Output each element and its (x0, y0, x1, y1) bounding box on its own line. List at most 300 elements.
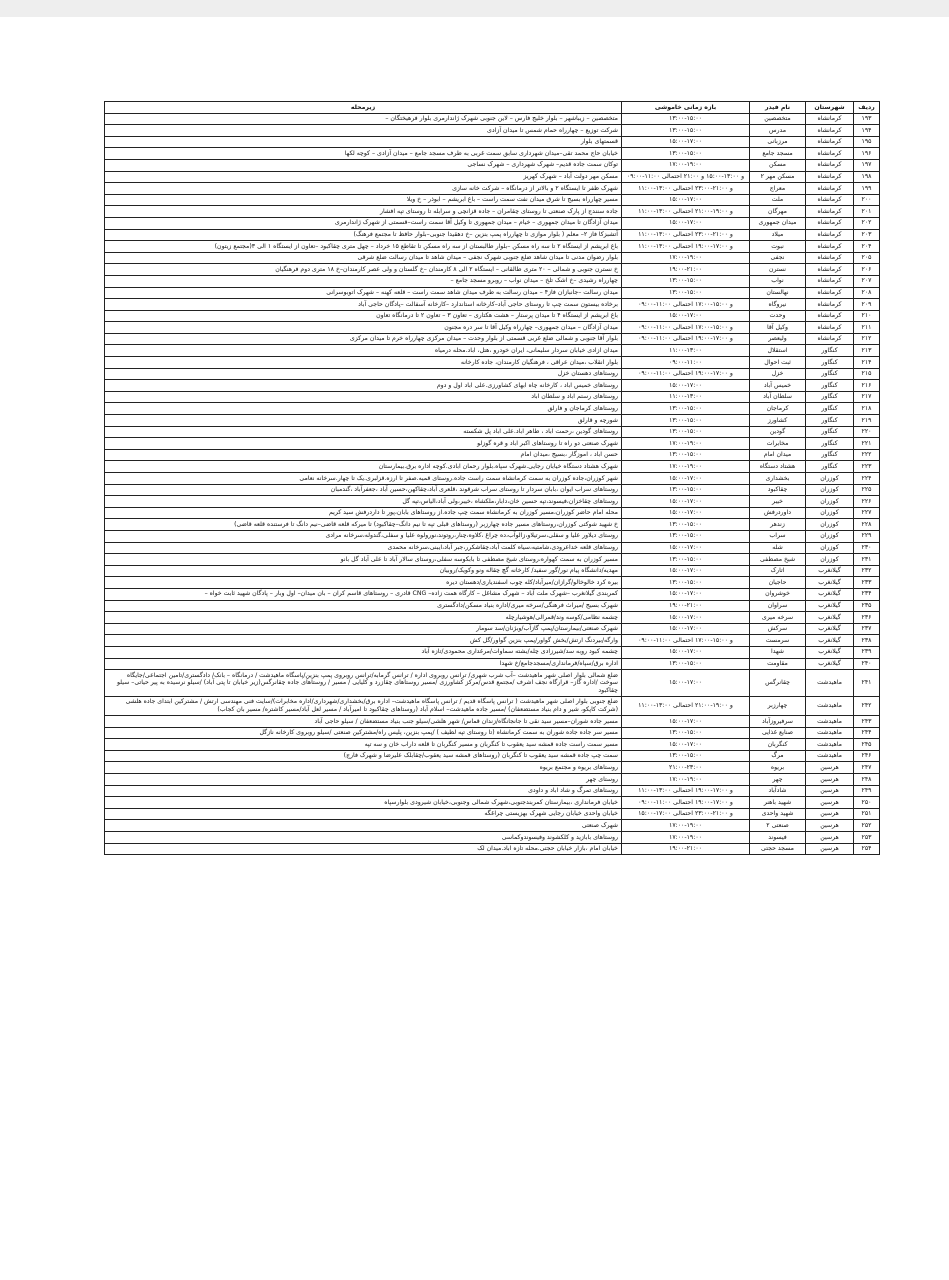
feeder-cell: مسجد حجتی (750, 843, 806, 855)
row-number-cell: ۲۰۳ (854, 229, 880, 241)
feeder-cell: سرفیروزآباد (750, 716, 806, 728)
city-cell: کرمانشاه (806, 159, 854, 171)
city-cell: کوزران (806, 519, 854, 531)
outage-window-cell: ۰۹:۰۰-۱۱:۰۰ و ۱۳:۰۰-۱۵:۰۰ و ۲۱:۰۰ احتمالی (622, 171, 750, 183)
city-cell: کنگاور (806, 438, 854, 450)
city-cell: کنگاور (806, 415, 854, 427)
city-cell: کنگاور (806, 391, 854, 403)
table-row (105, 820, 880, 832)
city-cell: کنگاور (806, 426, 854, 438)
outage-window-cell: ۱۵:۰۰-۱۷:۰۰ (622, 217, 750, 229)
table-row (105, 183, 880, 195)
table-row (105, 496, 880, 508)
feeder-cell: میلاد (750, 229, 806, 241)
row-number-cell: ۲۳۷ (854, 623, 880, 635)
neighborhoods-cell: بلوار آقا جنوبی و شمالی ضلع غربی قسمتی از بلوار وحدت – میدان مرکزی چهارراه خرم تا میدان مرکزی (105, 333, 622, 345)
row-number-cell: ۱۹۹ (854, 183, 880, 195)
feeder-cell: شله (750, 542, 806, 554)
neighborhoods-cell: میدان آزادگان تا میدان جمهوری – خیام – میدان جمهوری تا وکیل آقا سمت راست–قسمتی از شهرک ژاندارمری (105, 217, 622, 229)
city-cell: ماهیدشت (806, 670, 854, 697)
outage-window-cell: ۰۹:۰۰-۱۱:۰۰ و ۱۷:۰۰-۱۹:۰۰ احتمالی (622, 368, 750, 380)
row-number-cell: ۲۳۰ (854, 542, 880, 554)
row-number-cell: ۲۰۴ (854, 241, 880, 253)
feeder-cell: شهید واحدی (750, 808, 806, 820)
feeder-cell: خزل (750, 368, 806, 380)
feeder-cell: مدرس (750, 125, 806, 137)
feeder-cell: وحدت (750, 310, 806, 322)
table-row (105, 739, 880, 751)
table-row (105, 716, 880, 728)
city-cell: ماهیدشت (806, 696, 854, 715)
feeder-cell: مرزبانی (750, 136, 806, 148)
feeder-cell: نیروگاه (750, 299, 806, 311)
neighborhoods-cell: روستاهای بریوه و مجتمع بریوه (105, 762, 622, 774)
row-number-cell: ۲۲۳ (854, 461, 880, 473)
outage-window-cell: ۱۱:۰۰-۱۳:۰۰ و ۲۱:۰۰-۲۳:۰۰ احتمالی (622, 229, 750, 241)
feeder-cell: خوشروان (750, 588, 806, 600)
city-cell: هرسین (806, 843, 854, 855)
outage-window-cell: ۰۹:۰۰-۱۱:۰۰ و ۱۵:۰۰-۱۷:۰۰ احتمالی (622, 635, 750, 647)
row-number-cell: ۲۴۴ (854, 727, 880, 739)
table-header-row (105, 102, 880, 114)
outage-window-cell: ۱۳:۰۰-۱۵:۰۰ (622, 750, 750, 762)
header-feeder-name: نام فیدر (750, 102, 806, 114)
table-row (105, 565, 880, 577)
feeder-cell: چقاکبود (750, 484, 806, 496)
outage-window-cell: ۱۳:۰۰-۱۵:۰۰ (622, 125, 750, 137)
table-row (105, 635, 880, 647)
table-row (105, 287, 880, 299)
city-cell: ماهیدشت (806, 750, 854, 762)
viewer-top-bar (0, 0, 949, 17)
neighborhoods-cell: روستاهای قلعه خداعرودی،شامتیه،سیاه کلمت آباد،چقاشکرر،جبر آباد،ایبنی،سرخانه محمدی (105, 542, 622, 554)
outage-window-cell: ۱۷:۰۰-۱۹:۰۰ (622, 252, 750, 264)
table-row (105, 345, 880, 357)
city-cell: کوزران (806, 496, 854, 508)
neighborhoods-cell: شهرک صنعتی/بیمارستان/پمپ گازآب/وبژنان/سد سومار (105, 623, 622, 635)
row-number-cell: ۲۳۸ (854, 635, 880, 647)
neighborhoods-cell: محله امام حاضر کوزران،مسیر کوزران به کرمانشاه سمت چپ جاده.از روستاهای بابان،پور تا داردرفش سید کریم (105, 507, 622, 519)
neighborhoods-cell: جاده سنندج از پارک صنعتی تا روستای چقامران – جاده قزانچی و سرابله تا روستای تپه افشار (105, 206, 622, 218)
feeder-cell: ولیعصر (750, 333, 806, 345)
outage-window-cell: ۰۹:۰۰-۱۱:۰۰ (622, 357, 750, 369)
outage-window-cell: ۱۹:۰۰-۲۱:۰۰ (622, 264, 750, 276)
city-cell: کرمانشاه (806, 310, 854, 322)
outage-window-cell: ۱۵:۰۰-۱۷:۰۰ (622, 588, 750, 600)
city-cell: گیلانغرب (806, 658, 854, 670)
row-number-cell: ۲۰۷ (854, 275, 880, 287)
neighborhoods-cell: مسیر جاده شوران–مسیر سید نقی تا جانجانگاه/زندان قماس/ شهر هلشی/سیلو جنب بنیاد مستضعفان / سیلو حاجی آباد (105, 716, 622, 728)
neighborhoods-cell: روستاهای دهستان خزل (105, 368, 622, 380)
feeder-cell: مسکن مهر ۲ (750, 171, 806, 183)
header-row-number: ردیف (854, 102, 880, 114)
neighborhoods-cell: اداره برق/سپاه/فرمانداری/مسجدجامع/خ شهدا (105, 658, 622, 670)
feeder-cell: نسترن (750, 264, 806, 276)
outage-window-cell: ۱۱:۰۰-۱۳:۰۰ و ۱۷:۰۰-۱۹:۰۰ احتمالی (622, 241, 750, 253)
table-row (105, 797, 880, 809)
row-number-cell: ۲۱۵ (854, 368, 880, 380)
feeder-cell: بریوه (750, 762, 806, 774)
outage-window-cell: ۱۱:۰۰-۱۳:۰۰ (622, 345, 750, 357)
feeder-cell: داوردرفش (750, 507, 806, 519)
city-cell: کرمانشاه (806, 148, 854, 160)
outage-window-cell: ۰۹:۰۰-۱۱:۰۰ و ۱۵:۰۰-۱۷:۰۰ احتمالی (622, 322, 750, 334)
city-cell: کنگاور (806, 357, 854, 369)
row-number-cell: ۲۱۳ (854, 345, 880, 357)
row-number-cell: ۲۳۶ (854, 612, 880, 624)
table-row (105, 832, 880, 844)
city-cell: کوزران (806, 473, 854, 485)
outage-window-cell: ۱۹:۰۰-۲۱:۰۰ (622, 843, 750, 855)
feeder-cell: فیسوند (750, 832, 806, 844)
outage-window-cell: ۱۳:۰۰-۱۵:۰۰ (622, 530, 750, 542)
row-number-cell: ۲۱۲ (854, 333, 880, 345)
neighborhoods-cell: سمت چپ جاده قمشه سید یعقوب تا کنگربان (روستاهای قمشه سید یعقوب/چقابلک علیرضا و شهرک فارج) (105, 750, 622, 762)
outage-window-cell: ۱۳:۰۰-۱۵:۰۰ (622, 426, 750, 438)
neighborhoods-cell: باغ ابریشم از ایستگاه ۲ تا سه راه مسکن –بلوار طالبستان از سه راه مسکن تا تقاطع ۱۵ خرداد – چهل متری چقاکبود –تعاون از ایستگاه ۱ الی ۳(مجتمع زیتون) (105, 241, 622, 253)
outage-window-cell: ۱۷:۰۰-۱۹:۰۰ (622, 438, 750, 450)
table-row (105, 299, 880, 311)
feeder-cell: صنعتی ۲ (750, 820, 806, 832)
neighborhoods-cell: روستاهای خمیس اباد ، کارخانه چاه ابهای کشاورزی.علی اباد اول و دوم (105, 380, 622, 392)
neighborhoods-cell: حسن اباد ، اموزگار ،بسیج ،میدان امام (105, 449, 622, 461)
row-number-cell: ۲۴۸ (854, 774, 880, 786)
table-row (105, 357, 880, 369)
neighborhoods-cell: شهر کوزران،جاده کوزران به سمت کرمانشاه سمت راست جاده.روستای قمیه.صفر تا ارزه.قزلبری.یک تا چهار.سرخانه نعامی (105, 473, 622, 485)
neighborhoods-cell: توکان سمت جاده قدیم– شهرک شهرداری – شهرک نساجی (105, 159, 622, 171)
feeder-cell: کشاورز (750, 415, 806, 427)
feeder-cell: سلطان آباد (750, 391, 806, 403)
feeder-cell: سرخه میری (750, 612, 806, 624)
neighborhoods-cell: روستاهای بابازید و کلکشوند وفیسوندوکماسی (105, 832, 622, 844)
table-row (105, 415, 880, 427)
city-cell: کرمانشاه (806, 299, 854, 311)
city-cell: کرمانشاه (806, 113, 854, 125)
outage-window-cell: ۱۳:۰۰-۱۵:۰۰ (622, 148, 750, 160)
row-number-cell: ۲۱۱ (854, 322, 880, 334)
neighborhoods-cell: مسیر چهارراه بسیج تا شرق میدان نفت سمت راست – باغ ابریشم – ابوذر – خ ویلا (105, 194, 622, 206)
row-number-cell: ۲۳۲ (854, 565, 880, 577)
city-cell: هرسین (806, 808, 854, 820)
row-number-cell: ۲۳۵ (854, 600, 880, 612)
row-number-cell: ۱۹۴ (854, 125, 880, 137)
outage-window-cell: ۱۱:۰۰-۱۳:۰۰ و ۱۷:۰۰-۱۹:۰۰ احتمالی (622, 785, 750, 797)
row-number-cell: ۲۲۹ (854, 530, 880, 542)
row-number-cell: ۲۴۳ (854, 716, 880, 728)
outage-window-cell: ۱۵:۰۰-۱۷:۰۰ (622, 612, 750, 624)
feeder-cell: شهدا (750, 646, 806, 658)
table-row (105, 136, 880, 148)
neighborhoods-cell: چشمه نظامی/کوسه وند/قمرالی/هوشیارچله (105, 612, 622, 624)
feeder-cell: زندهر (750, 519, 806, 531)
table-row (105, 322, 880, 334)
neighborhoods-cell: خ نسترن جنوبی و شمالی – ۲۰ متری طالقانی – ایستگاه ۲ الی ۸ کارمندان –خ گلستان و ولی عصر کارمندان–خ ۱۸ متری دوم فرهنگیان (105, 264, 622, 276)
city-cell: کرمانشاه (806, 183, 854, 195)
feeder-cell: کنگربان (750, 739, 806, 751)
table-row (105, 623, 880, 635)
neighborhoods-cell: شهرک صنعتی (105, 820, 622, 832)
feeder-cell: ملت (750, 194, 806, 206)
table-row (105, 600, 880, 612)
neighborhoods-cell: شهرک ظفر تا ایستگاه ۲ و بالاتر از درمانگاه – شرکت خانه سازی (105, 183, 622, 195)
city-cell: کرمانشاه (806, 206, 854, 218)
outage-window-cell: ۱۳:۰۰-۱۵:۰۰ (622, 484, 750, 496)
feeder-cell: اتارک (750, 565, 806, 577)
row-number-cell: ۱۹۶ (854, 148, 880, 160)
feeder-cell: شیخ مصطفی (750, 554, 806, 566)
neighborhoods-cell: خیابان فرمانداری ،بیمارستان کمربندجنوبی،شهرک شمالی وجنوبی،خیابان شیرودی بلوارسپاه (105, 797, 622, 809)
outage-window-cell: ۱۳:۰۰-۱۵:۰۰ (622, 449, 750, 461)
city-cell: گیلانغرب (806, 588, 854, 600)
table-row (105, 194, 880, 206)
city-cell: کنگاور (806, 403, 854, 415)
table-row (105, 206, 880, 218)
row-number-cell: ۲۴۹ (854, 785, 880, 797)
feeder-cell: نبوت (750, 241, 806, 253)
row-number-cell: ۲۱۰ (854, 310, 880, 322)
neighborhoods-cell: روستاهای گودین ،رحمت اباد ، طاهر اباد.علی اباد پل شکسته (105, 426, 622, 438)
feeder-cell: سراب (750, 530, 806, 542)
outage-window-cell: ۱۵:۰۰-۱۷:۰۰ (622, 194, 750, 206)
feeder-cell: متخصصین (750, 113, 806, 125)
neighborhoods-cell: وارگه/بیردنگ ارتش/بخش گواور/پمپ بنزین گواور/گل کش (105, 635, 622, 647)
neighborhoods-cell: چهارراه رشیدی –خ اشک تلخ – میدان نواب – روبرو مسجد جامع – (105, 275, 622, 287)
feeder-cell: کرماجان (750, 403, 806, 415)
table-row (105, 750, 880, 762)
neighborhoods-cell: روستاهای سراب ایوان ،بابان سردار تا روستای سراب شرقوند ،قلعری آباد،چقاکهن،حسین آباد ،جعفرآباد ،گندمبان (105, 484, 622, 496)
row-number-cell: ۲۲۱ (854, 438, 880, 450)
city-cell: کنگاور (806, 368, 854, 380)
table-row (105, 125, 880, 137)
city-cell: کرمانشاه (806, 241, 854, 253)
row-number-cell: ۲۱۸ (854, 403, 880, 415)
row-number-cell: ۱۹۷ (854, 159, 880, 171)
neighborhoods-cell: شهرک بسیج /میراث فرهنگی/سرخه میری/اداره بنیاد مسکن/دادگستری (105, 600, 622, 612)
outage-window-cell: ۱۳:۰۰-۱۵:۰۰ (622, 658, 750, 670)
city-cell: گیلانغرب (806, 646, 854, 658)
feeder-cell: چهر (750, 774, 806, 786)
neighborhoods-cell: مهدیه/دانشگاه پیام نور/گور سفید/ کارخانه گچ چقاله ونو وکویک/روبیان (105, 565, 622, 577)
city-cell: کرمانشاه (806, 229, 854, 241)
header-neighborhoods: زیرمحله (105, 102, 622, 114)
row-number-cell: ۲۰۰ (854, 194, 880, 206)
row-number-cell: ۲۴۵ (854, 739, 880, 751)
outage-window-cell: ۱۵:۰۰-۱۷:۰۰ (622, 310, 750, 322)
table-row (105, 762, 880, 774)
table-row (105, 241, 880, 253)
table-row (105, 333, 880, 345)
city-cell: هرسین (806, 785, 854, 797)
row-number-cell: ۲۵۴ (854, 843, 880, 855)
table-row (105, 577, 880, 589)
feeder-cell: صنایع غذایی (750, 727, 806, 739)
row-number-cell: ۱۹۳ (854, 113, 880, 125)
city-cell: ماهیدشت (806, 739, 854, 751)
city-cell: گیلانغرب (806, 635, 854, 647)
row-number-cell: ۲۴۶ (854, 750, 880, 762)
neighborhoods-cell: میدان ازادی خیابان سردار سلیمانی، ایران خودرو ،هتل، اباد.محله درمیاه (105, 345, 622, 357)
outage-window-cell: ۱۵:۰۰-۱۷:۰۰ (622, 670, 750, 697)
neighborhoods-cell: آتشبزکا فاز ۲– معلم ( بلوار موازی تا چهارراه پمپ بنزین –خ دهقیدا جنوبی–بلوار حافظ تا مجتمع فرهنگ) (105, 229, 622, 241)
row-number-cell: ۲۱۷ (854, 391, 880, 403)
row-number-cell: ۲۲۰ (854, 426, 880, 438)
neighborhoods-cell: خیابان امام ،بازار خیابان حجتی.محله تازه اباد.میدان لک (105, 843, 622, 855)
outage-window-cell: ۱۷:۰۰-۱۹:۰۰ (622, 159, 750, 171)
city-cell: کنگاور (806, 449, 854, 461)
feeder-cell: مهرگان (750, 206, 806, 218)
neighborhoods-cell: روستاهای رستم اباد و سلطان اباد (105, 391, 622, 403)
outage-window-cell: ۱۵:۰۰-۱۷:۰۰ و ۲۱:۰۰-۲۳:۰۰ احتمالی (622, 808, 750, 820)
neighborhoods-cell: روستاهای تمرگ و شاد اباد و داودی (105, 785, 622, 797)
city-cell: کرمانشاه (806, 252, 854, 264)
city-cell: ماهیدشت (806, 727, 854, 739)
header-city: شهرستان (806, 102, 854, 114)
table-row (105, 785, 880, 797)
neighborhoods-cell: خیابان واحدی خیابان رجایی شهرک بهزیستی چراغگه (105, 808, 622, 820)
feeder-cell: استقلال (750, 345, 806, 357)
row-number-cell: ۲۵۲ (854, 820, 880, 832)
row-number-cell: ۲۴۰ (854, 658, 880, 670)
table-row (105, 275, 880, 287)
row-number-cell: ۲۲۴ (854, 473, 880, 485)
table-row (105, 530, 880, 542)
row-number-cell: ۲۰۲ (854, 217, 880, 229)
outage-window-cell: ۱۷:۰۰-۱۹:۰۰ (622, 832, 750, 844)
neighborhoods-cell: قسمتهای بلوار (105, 136, 622, 148)
feeder-cell: حاجیان (750, 577, 806, 589)
city-cell: کنگاور (806, 345, 854, 357)
neighborhoods-cell: شورچه و قارلق (105, 415, 622, 427)
table-row (105, 391, 880, 403)
neighborhoods-cell: روستاهای کرماجان و فارلق (105, 403, 622, 415)
row-number-cell: ۲۳۹ (854, 646, 880, 658)
row-number-cell: ۲۳۳ (854, 577, 880, 589)
outage-window-cell: ۱۹:۰۰-۲۱:۰۰ (622, 600, 750, 612)
table-row (105, 252, 880, 264)
city-cell: کرمانشاه (806, 217, 854, 229)
row-number-cell: ۲۳۴ (854, 588, 880, 600)
neighborhoods-cell: خیابان حاج محمد تقی–میدان شهرداری سابق سمت غربی به طرف مسجد جامع – میدان آزادی – کوچه لکها (105, 148, 622, 160)
city-cell: کرمانشاه (806, 322, 854, 334)
outage-window-cell: ۱۷:۰۰-۱۹:۰۰ (622, 461, 750, 473)
outage-window-cell: ۱۵:۰۰-۱۷:۰۰ (622, 739, 750, 751)
city-cell: ماهیدشت (806, 716, 854, 728)
city-cell: هرسین (806, 820, 854, 832)
row-number-cell: ۲۳۱ (854, 554, 880, 566)
feeder-cell: مسجد جامع (750, 148, 806, 160)
table-row (105, 217, 880, 229)
table-row (105, 646, 880, 658)
table-row (105, 438, 880, 450)
table-row (105, 264, 880, 276)
neighborhoods-cell: شهرک صنعتی دو راه تا روستاهای اکبر اباد و قره گوزلو (105, 438, 622, 450)
feeder-cell: نواب (750, 275, 806, 287)
feeder-cell: هشتاد دستگاه (750, 461, 806, 473)
outage-window-cell: ۱۵:۰۰-۱۷:۰۰ (622, 380, 750, 392)
table-row (105, 461, 880, 473)
neighborhoods-cell: ضلع شمالی بلوار اصلی شهر ماهیدشت –آب شرب شهری/ ترانس روبروی اداره / ترانس گرمابه/ترانس روبروی پمپ بنزین/پاسگاه ماهیدشت / درمانگاه – بانک/ دادگستری/تامین اجتماعی/جایگاه سوخت /اداره گاز– قرارگاه نجف اشرف /مجتمع قدس/مرکز کشاورزی /مسیر روستاهای چقازرد و کلیایی / مسیر / روستاهای جاده چقانرگس(زیر خیابان تا پتی آباد) /سیلو نرسیده به پیر حیاتی– سیلو چقاکبود (105, 670, 622, 697)
row-number-cell: ۲۰۸ (854, 287, 880, 299)
city-cell: کرمانشاه (806, 275, 854, 287)
outage-window-cell: ۱۵:۰۰-۱۷:۰۰ (622, 507, 750, 519)
feeder-cell: بخشداری (750, 473, 806, 485)
outage-window-cell: ۱۱:۰۰-۱۳:۰۰ و ۲۱:۰۰-۲۳:۰۰ احتمالی (622, 183, 750, 195)
neighborhoods-cell: مسکن مهر دولت آباد – شهرک کهریز (105, 171, 622, 183)
feeder-cell: مسکن (750, 159, 806, 171)
feeder-cell: مخابرات (750, 438, 806, 450)
neighborhoods-cell: روستای چهر (105, 774, 622, 786)
table-row (105, 310, 880, 322)
row-number-cell: ۲۰۹ (854, 299, 880, 311)
city-cell: کوزران (806, 507, 854, 519)
table-row (105, 519, 880, 531)
row-number-cell: ۱۹۸ (854, 171, 880, 183)
table-row (105, 612, 880, 624)
table-row (105, 843, 880, 855)
outage-window-cell: ۱۳:۰۰-۱۵:۰۰ (622, 577, 750, 589)
city-cell: هرسین (806, 797, 854, 809)
table-row (105, 588, 880, 600)
row-number-cell: ۲۲۵ (854, 484, 880, 496)
outage-window-cell: ۱۵:۰۰-۱۷:۰۰ (622, 646, 750, 658)
neighborhoods-cell: روستای دیلاور علیا و سفلی،سرتیلاو،زالوآب،ده چراغ ،کلاوه،چنار،روتوند،نورولوه علیا و سفلی،گندوله،سرخانه مرادی (105, 530, 622, 542)
feeder-cell: نجفی (750, 252, 806, 264)
neighborhoods-cell: چشمه کبود روبه سد/شیرزادی چله/بشته سماوات/مرغداری محمودی/تازه آباد (105, 646, 622, 658)
city-cell: کنگاور (806, 380, 854, 392)
table-row (105, 368, 880, 380)
outage-window-cell: ۱۵:۰۰-۱۷:۰۰ (622, 136, 750, 148)
neighborhoods-cell: متخصصین – زیباشهر – بلوار خلیج فارس – لاین جنوبی شهرک ژاندارمری بلوار فرهیختگان – (105, 113, 622, 125)
city-cell: هرسین (806, 832, 854, 844)
table-row (105, 159, 880, 171)
row-number-cell: ۲۰۵ (854, 252, 880, 264)
feeder-cell: خمیس آباد (750, 380, 806, 392)
neighborhoods-cell: ضلع جنوبی بلوار اصلی شهر ماهیدشت ( ترانس پاسگاه قدیم / ترانس پاسگاه ماهیدشت– اداره برق/بخشداری/شهرداری/اداره مخابرات)/سایت فنی مهندسی ارتش / مشترکین ابتدای جاده هلشی (شرکت کاپکو، شیر و دام بنیاد مستضعفان) /مسیر جاده ماهیدشت– اسلام آباد (روستاهای چقاکبود تا امیرآباد / مسیر لعل آباد/مسیر کاشتره/ مسیر بان کجاب) (105, 696, 622, 715)
row-number-cell: ۲۵۳ (854, 832, 880, 844)
outage-window-cell: ۱۵:۰۰-۱۷:۰۰ (622, 716, 750, 728)
feeder-cell: میدان امام (750, 449, 806, 461)
feeder-cell: چهارزبر (750, 696, 806, 715)
outage-window-cell: ۱۳:۰۰-۱۵:۰۰ (622, 554, 750, 566)
outage-window-cell: ۱۵:۰۰-۱۷:۰۰ (622, 473, 750, 485)
outage-schedule-table (104, 101, 880, 855)
row-number-cell: ۲۲۲ (854, 449, 880, 461)
outage-window-cell: ۱۷:۰۰-۱۹:۰۰ (622, 820, 750, 832)
row-number-cell: ۲۱۶ (854, 380, 880, 392)
table-row (105, 148, 880, 160)
city-cell: کرمانشاه (806, 125, 854, 137)
city-cell: کرمانشاه (806, 171, 854, 183)
table-row (105, 171, 880, 183)
row-number-cell: ۲۰۱ (854, 206, 880, 218)
outage-window-cell: ۱۵:۰۰-۱۷:۰۰ (622, 623, 750, 635)
feeder-cell: شادآباد (750, 785, 806, 797)
city-cell: کرمانشاه (806, 194, 854, 206)
outage-window-cell: ۲۱:۰۰-۲۳:۰۰ (622, 762, 750, 774)
outage-window-cell: ۱۵:۰۰-۱۷:۰۰ (622, 496, 750, 508)
neighborhoods-cell: بیره کرد خالوخالو/گرازان/میرآباد/کله چوب اسفندیاری/دهستان دیره (105, 577, 622, 589)
row-number-cell: ۱۹۵ (854, 136, 880, 148)
city-cell: کرمانشاه (806, 333, 854, 345)
city-cell: گیلانغرب (806, 623, 854, 635)
neighborhoods-cell: شرکت توزیع – چهارراه حمام شمس تا میدان آزادی (105, 125, 622, 137)
city-cell: هرسین (806, 762, 854, 774)
neighborhoods-cell: مسیر سمت راست جاده قمشه سید یعقوب تا کنگربان و مسیر کنگربان تا قلعه داراب خان و سه تپه (105, 739, 622, 751)
outage-window-cell: ۱۵:۰۰-۱۷:۰۰ (622, 542, 750, 554)
city-cell: گیلانغرب (806, 565, 854, 577)
feeder-cell: معراج (750, 183, 806, 195)
feeder-cell: سرکش (750, 623, 806, 635)
